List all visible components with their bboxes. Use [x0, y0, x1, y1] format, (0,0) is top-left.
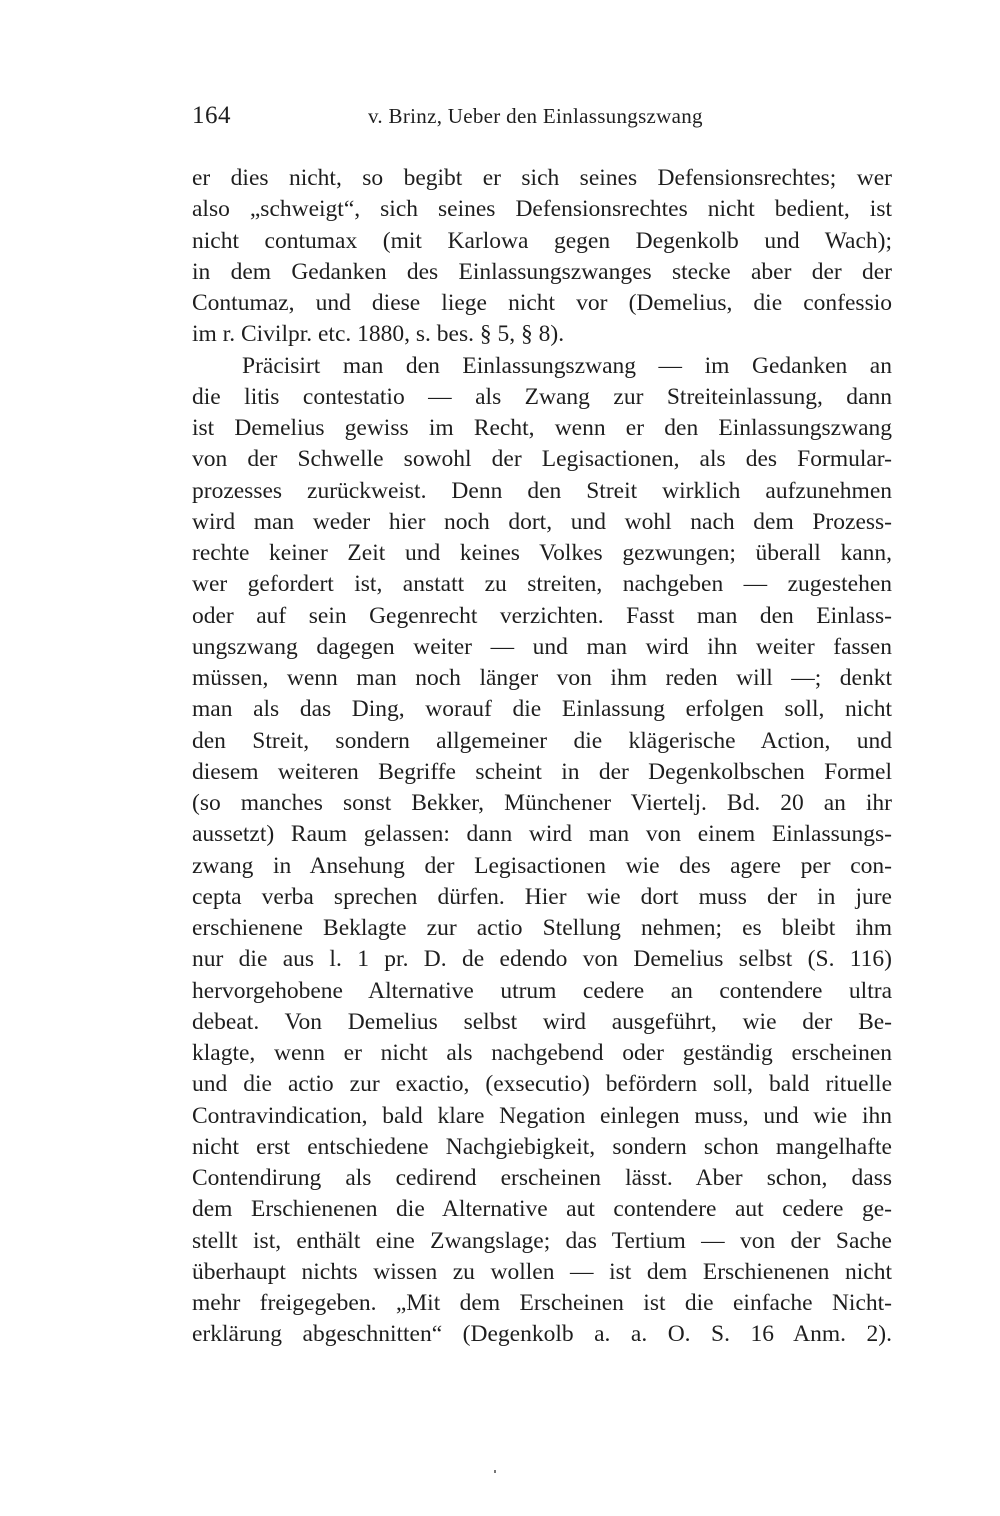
text-line: von der Schwelle sowohl der Legisactionen, als des Formular- [192, 446, 892, 473]
body-text [192, 163, 892, 1351]
text-line: nur die aus l. 1 pr. D. de edendo von Demelius selbst (S. 116) [192, 946, 892, 973]
text-line: erschienene Beklagte zur actio Stellung nehmen; es bleibt ihm [192, 915, 892, 941]
text-line: in dem Gedanken des Einlassungszwanges stecke aber der der [192, 258, 892, 285]
text-line: im r. Civilpr. etc. 1880, s. bes. § 5, § 8). [192, 321, 565, 348]
text-line: zwang in Ansehung der Legisactionen wie des agere per con- [192, 852, 892, 879]
text-line: nicht erst entschiedene Nachgiebigkeit, sondern schon mangelhafte [192, 1133, 892, 1160]
text-line: überhaupt nichts wissen zu wollen — ist dem Erschienenen nicht [192, 1258, 892, 1285]
text-line: stellt ist, enthält eine Zwangslage; das Tertium — von der Sache [192, 1227, 892, 1254]
text-line: oder auf sein Gegenrecht verzichten. Fasst man den Einlass- [192, 602, 892, 629]
text-line: cepta verba sprechen dürfen. Hier wie dort muss der in jure [192, 883, 892, 910]
text-line: man als das Ding, worauf die Einlassung erfolgen soll, nicht [192, 696, 892, 723]
page-number: 164 [192, 102, 231, 129]
text-line: dem Erschienenen die Alternative aut contendere aut cedere ge- [192, 1196, 892, 1223]
text-line: prozesses zurückweist. Denn den Streit wirklich aufzunehmen [192, 477, 892, 504]
print-speck [494, 1470, 496, 1473]
text-line: hervorgehobene Alternative utrum cedere an contendere ultra [192, 977, 892, 1004]
text-line: (so manches sonst Bekker, Münchener Viertelj. Bd. 20 an ihr [192, 790, 892, 816]
text-line: Contravindication, bald klare Negation einlegen muss, und wie ihn [192, 1102, 892, 1129]
page-header [192, 100, 902, 136]
text-line: wer gefordert ist, anstatt zu streiten, nachgeben — zugestehen [192, 571, 892, 598]
text-line: die litis contestatio — als Zwang zur Streiteinlassung, dann [192, 383, 892, 410]
text-line: wird man weder hier noch dort, und wohl nach dem Prozess- [192, 508, 892, 535]
text-line: rechte keiner Zeit und keines Volkes gezwungen; überall kann, [192, 540, 892, 566]
text-line: mehr freigegeben. „Mit dem Erscheinen ist die einfache Nicht- [192, 1290, 892, 1316]
text-line: aussetzt) Raum gelassen: dann wird man von einem Einlassungs- [192, 821, 892, 848]
text-line: also „schweigt“, sich seines Defensionsrechtes nicht bedient, ist [192, 196, 892, 223]
text-line: ungszwang dagegen weiter — und man wird ihn weiter fassen [192, 633, 892, 660]
text-line: müssen, wenn man noch länger von ihm reden will —; denkt [192, 665, 892, 691]
text-line: den Streit, sondern allgemeiner die klägerische Action, und [192, 727, 892, 754]
text-line: klagte, wenn er nicht als nachgebend oder geständig erscheinen [192, 1040, 892, 1066]
text-line: debeat. Von Demelius selbst wird ausgeführt, wie der Be- [192, 1008, 892, 1035]
text-line: diesem weiteren Begriffe scheint in der Degenkolbschen Formel [192, 758, 892, 785]
text-line: ist Demelius gewiss im Recht, wenn er den Einlassungszwang [192, 415, 892, 441]
text-line: Präcisirt man den Einlassungszwang — im Gedanken an [242, 352, 892, 379]
text-line: nicht contumax (mit Karlowa gegen Degenkolb und Wach); [192, 227, 892, 254]
running-head: v. Brinz, Ueber den Einlassungszwang [368, 104, 703, 128]
text-line: und die actio zur exactio, (exsecutio) befördern soll, bald rituelle [192, 1071, 892, 1098]
text-line: er dies nicht, so begibt er sich seines Defensionsrechtes; wer [192, 165, 892, 191]
text-line: Contendirung als cedirend erscheinen lässt. Aber schon, dass [192, 1165, 892, 1191]
text-line: Contumaz, und diese liege nicht vor (Demelius, die confessio [192, 290, 892, 316]
text-line: erklärung abgeschnitten“ (Degenkolb a. a. O. S. 16 Anm. 2). [192, 1321, 892, 1348]
